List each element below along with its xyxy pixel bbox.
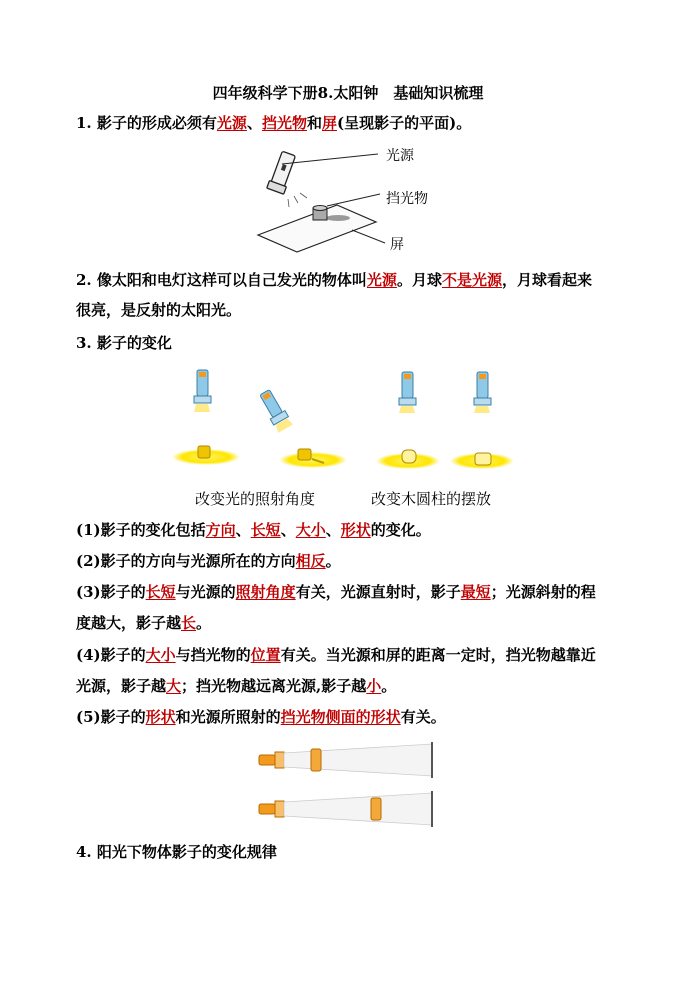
text: 阳光下物体影子的变化规律 xyxy=(96,843,277,861)
text: 与挡光物的 xyxy=(175,646,251,664)
keyword: 大 xyxy=(166,677,182,695)
keyword: 形状 xyxy=(340,521,371,539)
light-beam xyxy=(284,744,432,776)
text: 、 xyxy=(235,521,251,539)
text: ；挡光物越远离光源,影子越 xyxy=(181,677,367,695)
text: 影子的形成必须有 xyxy=(96,114,217,132)
keyword: 长短 xyxy=(250,521,281,539)
caption-right: 改变木圆柱的摆放 xyxy=(371,490,492,508)
text: 、 xyxy=(280,521,296,539)
keyword: 光源 xyxy=(366,271,397,289)
keyword: 位置 xyxy=(250,646,281,664)
text: (5)影子的 xyxy=(76,708,146,726)
text: 和 xyxy=(306,114,322,132)
text: 与光源的 xyxy=(175,583,236,601)
section-number: 4. xyxy=(76,843,92,861)
text: (呈现影子的平面)。 xyxy=(337,114,472,132)
text: 。月球 xyxy=(396,271,442,289)
text: 。 xyxy=(381,677,397,695)
section-number: 2. xyxy=(76,271,92,289)
page-title: 四年级科学下册8.太阳钟 基础知识梳理 xyxy=(212,84,484,102)
text: 影子的变化 xyxy=(96,334,172,352)
label-light-source: 光源 xyxy=(386,148,414,164)
section-number: 1. xyxy=(76,114,92,132)
label-screen: 屏 xyxy=(390,237,404,253)
keyword: 小 xyxy=(366,677,382,695)
keyword: 长 xyxy=(181,614,197,632)
text: (3)影子的 xyxy=(76,583,146,601)
block-near-icon xyxy=(311,749,321,771)
keyword: 相反 xyxy=(295,552,326,570)
keyword: 方向 xyxy=(205,521,236,539)
text: (1)影子的变化包括 xyxy=(76,521,206,539)
text: 、 xyxy=(246,114,262,132)
text: 有关。 xyxy=(400,708,446,726)
section-4-heading xyxy=(76,842,277,862)
keyword: 挡光物侧面的形状 xyxy=(280,708,401,726)
text: 和光源所照射的 xyxy=(175,708,281,726)
keyword: 大小 xyxy=(145,646,176,664)
keyword: 形状 xyxy=(145,708,176,726)
flashlight-horizontal-icon xyxy=(259,801,284,817)
keyword: 不是光源 xyxy=(441,271,502,289)
keyword: 光源 xyxy=(216,114,247,132)
block-far-icon xyxy=(371,798,381,820)
keyword: 长短 xyxy=(145,583,176,601)
text: 有关，光源直射时，影子 xyxy=(295,583,461,601)
keyword: 大小 xyxy=(295,521,326,539)
label-blocker: 挡光物 xyxy=(386,191,428,207)
section-number: 3. xyxy=(76,334,92,352)
text: 很亮，是反射的太阳光。 xyxy=(76,301,242,319)
flashlight-horizontal-icon xyxy=(259,752,284,768)
text: ；光源斜射的程 xyxy=(490,583,596,601)
text: 有关。当光源和屏的距离一定时，挡光物越靠近 xyxy=(280,646,596,664)
keyword: 最短 xyxy=(460,583,491,601)
text: 光源，影子越 xyxy=(76,677,167,695)
keyword: 照射角度 xyxy=(235,583,296,601)
keyword: 屏 xyxy=(321,114,337,132)
text: 度越大，影子越 xyxy=(76,614,182,632)
text: 像太阳和电灯这样可以自己发光的物体叫 xyxy=(96,271,367,289)
text: 的变化。 xyxy=(370,521,431,539)
text: 。 xyxy=(325,552,341,570)
text: (4)影子的 xyxy=(76,646,146,664)
text: 、 xyxy=(325,521,341,539)
text: (2)影子的方向与光源所在的方向 xyxy=(76,552,296,570)
light-beam xyxy=(284,793,432,825)
keyword: 挡光物 xyxy=(261,114,307,132)
text: ，月球看起来 xyxy=(501,271,592,289)
caption-left: 改变光的照射角度 xyxy=(195,490,316,508)
text: 。 xyxy=(196,614,212,632)
